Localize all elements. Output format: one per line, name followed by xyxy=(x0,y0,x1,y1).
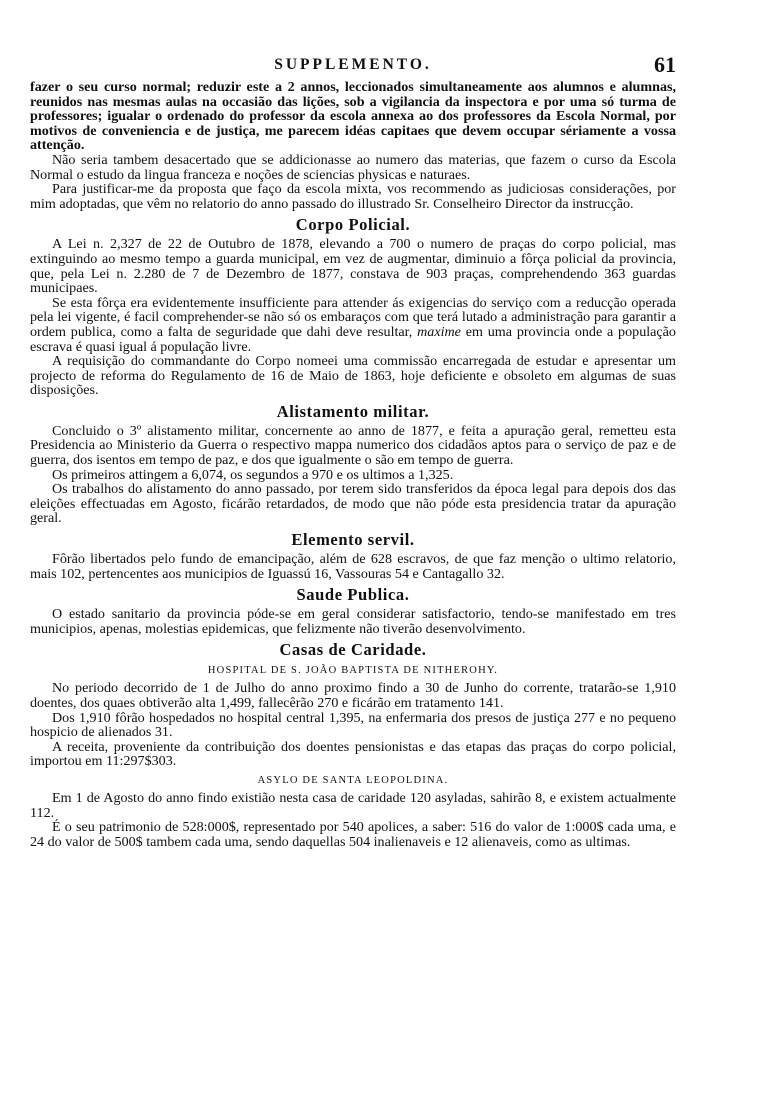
elemento-servil-paragraph: Fôrão libertados pelo fundo de emancipação, além de 628 escravos, de que faz menção o ultimo relatorio, mais 102, pertencentes aos municipios de Iguassú 16, Vassouras 54 e Cantagallo 32. xyxy=(30,551,676,582)
document-page xyxy=(30,52,676,849)
subheading-hospital: HOSPITAL DE S. JOÃO BAPTISTA DE NITHEROHY. xyxy=(207,665,499,677)
alistamento-paragraph: Os trabalhos do alistamento do anno passado, por terem sido transferidos da época legal para depois dos das eleições effectuadas em Agosto, ficárão retardados, de modo que não póde esta presidencia tratar da apuração geral. xyxy=(30,481,676,527)
hospital-paragraph: No periodo decorrido de 1 de Julho do anno proximo findo a 30 de Junho do corrente, tratarão-se 1,910 doentes, dos quaes obtiverão alta 1,499, fallecêrão 270 e ficárão em tratamento 141. xyxy=(30,680,676,711)
corpo-policial-paragraph xyxy=(30,296,676,354)
paragraph-text: em uma provincia onde a população escrava é quasi igual á população livre. xyxy=(30,323,676,355)
section-heading-saude-publica: Saude Publica. xyxy=(296,585,410,605)
paragraph-text: Se esta fôrça era evidentemente insufficiente para attender ás exigencias do serviço com a reducção operada pela lei vigente, é facil comprehender-se não só os embaraços com que terá lutado a administração para garantir a ordem publica, como a falta de seguridade que dahi deve resultar, xyxy=(30,294,676,340)
alistamento-paragraph: Os primeiros attingem a 6,074, os segundos a 970 e os ultimos a 1,325. xyxy=(52,466,454,483)
hospital-paragraph: A receita, proveniente da contribuição dos doentes pensionistas e das etapas das praças do corpo policial, importou em 11:297$303. xyxy=(30,738,676,770)
page-number: 61 xyxy=(654,52,676,77)
emphasis-text: maxime xyxy=(417,323,461,340)
asylo-paragraph: É o seu patrimonio de 528:000$, representado por 540 apolices, a saber: 516 do valor de 1:000$ cada uma, e 24 do valor de 500$ tambem cada uma, sendo daquellas 504 inalienaveis e 12 alienaveis, como as ultimas. xyxy=(30,819,676,850)
section-heading-casas-caridade: Casas de Caridade. xyxy=(279,640,427,660)
intro-paragraph: Não seria tambem desacertado que se addicionasse ao numero das materias, que fazem o curso da Escola Normal o estudo da lingua franceza e noções de sciencias physicas e naturaes. xyxy=(30,151,676,183)
corpo-policial-paragraph: A Lei n. 2,327 de 22 de Outubro de 1878, elevando a 700 o numero de praças do corpo policial, mas extinguindo ao mesmo tempo a guarda municipal, em vez de augmentar, diminuio a fôrça policial da provincia, que, pela Lei n. 2.280 de 7 de Dezembro de 1877, constava de 903 praças, comprehendendo 363 guardas municipaes. xyxy=(30,236,676,297)
alistamento-paragraph: Concluido o 3º alistamento militar, concernente ao anno de 1877, e feita a apuração geral, remetteu esta Presidencia ao Ministerio da Guerra o respectivo mappa numerico dos cidadãos aptos para o serviço de paz e de guerra, dos isentos em tempo de paz, e dos que igualmente o são em tempo de guerra. xyxy=(30,422,676,469)
section-heading-corpo-policial: Corpo Policial. xyxy=(295,215,411,235)
header-title: SUPPLEMENTO. xyxy=(274,56,432,73)
subheading-asylo: ASYLO DE SANTA LEOPOLDINA. xyxy=(257,774,449,786)
saude-publica-paragraph: O estado sanitario da provincia póde-se em geral considerar satisfactorio, tendo-se manifestado em tres municipios, apenas, molestias epidemicas, que felizmente não tiverão desenvolvimento. xyxy=(30,606,676,637)
intro-paragraph: Para justificar-me da proposta que faço da escola mixta, vos recommendo as judiciosas considerações, por mim adoptadas, que vêm no relatorio do anno passado do illustrado Sr. Conselheiro Director da instrucção. xyxy=(30,181,676,212)
corpo-policial-paragraph: A requisição do commandante do Corpo nomeei uma commissão encarregada de estudar e apresentar um projecto de reforma do Regulamento de 16 de Maio de 1863, hoje deficiente e obsoleto em algumas de suas disposições. xyxy=(30,353,676,399)
running-header xyxy=(30,52,676,80)
asylo-paragraph: Em 1 de Agosto do anno findo existião nesta casa de caridade 120 asyladas, sahirão 8, e existem actualmente 112. xyxy=(30,789,676,821)
section-heading-elemento-servil: Elemento servil. xyxy=(291,530,415,550)
hospital-paragraph: Dos 1,910 fôrão hospedados no hospital central 1,395, na enfermaria dos presos de justiça 277 e no pequeno hospicio de alienados 31. xyxy=(30,709,676,741)
section-heading-alistamento: Alistamento militar. xyxy=(276,401,430,421)
intro-paragraph: fazer o seu curso normal; reduzir este a 2 annos, leccionados simultaneamente aos alumnos e alumnas, reunidos nas mesmas aulas na occasião das lições, sob a vigilancia da inspectora e por uma só turma de professores; igualar o ordenado do professor da escola annexa ao dos professores da Escola Normal, por motivos de conveniencia e de justiça, me parecem idéas capitaes que devem occupar sériamente a vossa attenção. xyxy=(30,79,676,154)
